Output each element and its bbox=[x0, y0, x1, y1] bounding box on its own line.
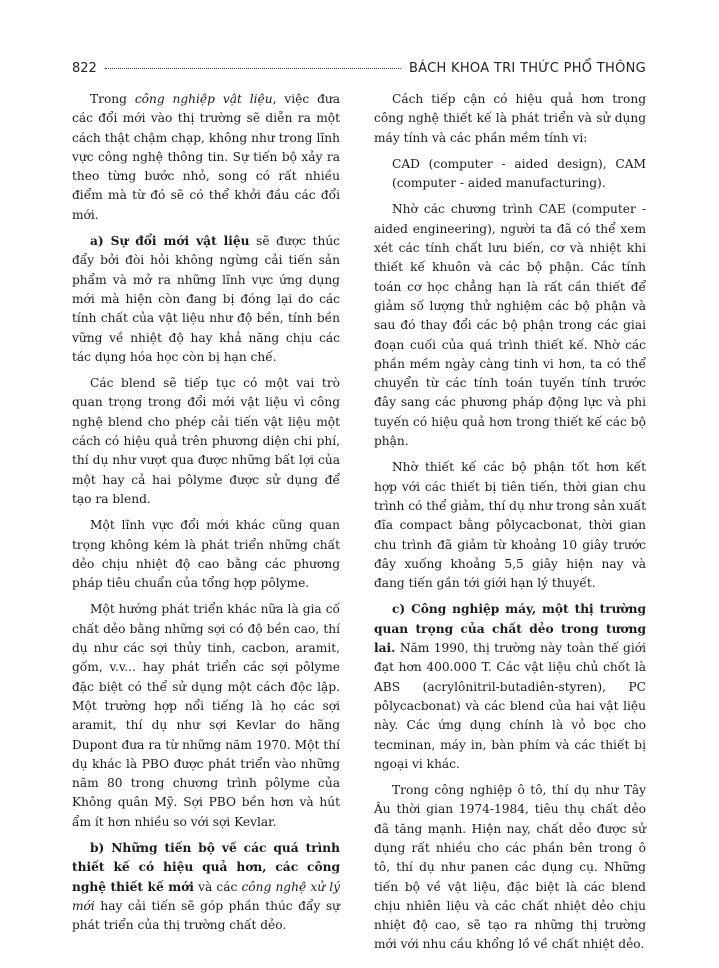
paragraph-section-a bbox=[72, 232, 340, 367]
right-column bbox=[374, 90, 646, 962]
paragraph-section-c bbox=[374, 600, 646, 774]
italic-term: công nghiệp vật liệu bbox=[134, 92, 273, 106]
paragraph-text: sẽ được thúc đẩy bởi đòi hỏi không ngừng cải tiến sản phẩm và mở ra những lĩnh vực ứng dụng mới mà hiện còn đang bị đóng lại do các tính chất của vật liệu như độ bền, tính bền vững về nhiệt độ hay khả năng chịu các tác dụng hóa học còn bị hạn chế. bbox=[72, 234, 340, 364]
left-column bbox=[72, 90, 340, 942]
paragraph-text: Trong bbox=[90, 92, 135, 106]
section-heading-c: c) Công nghiệp máy, một thị trường quan trọng của chất dẻo trong tương lai. bbox=[374, 602, 646, 656]
paragraph: Các blend sẽ tiếp tục có một vai trò quan trọng trong đổi mới vật liệu vì công nghệ blend cho phép cải tiến vật liệu một cách có hiệu quả trên phương diện chi phí, thí dụ như vượt qua được những bất lợi của một hay cả hai pôlyme được sử dụng để tạo ra blend. bbox=[72, 376, 340, 506]
paragraph: Một lĩnh vực đổi mới khác cũng quan trọng không kém là phát triển những chất dẻo chịu nhiệt độ cao bằng các phương pháp tiêu chuẩn của tổng hợp pôlyme. bbox=[72, 518, 340, 591]
paragraph-text: Năm 1990, thị trường này toàn thế giới đạt hơn 400.000 T. Các vật liệu chủ chốt là ABS (acrylônitril-butadiên-styren), PC pôlycacbonat) và các blend của hai vật liệu này. Các ứng dụng chính là vỏ bọc cho tecminan, máy in, bàn phím và các thiết bị ngoại vi khác. bbox=[374, 641, 646, 771]
paragraph: Trong công nghiệp ô tô, thí dụ như Tây Âu thời gian 1974-1984, tiêu thụ chất dẻo đã tăng mạnh. Hiện nay, chất dẻo được sử dụng rất nhiều cho các phần bên trong ô tô, thí dụ như panen các dụng cụ. Những tiến bộ về vật liệu, đặc biệt là các blend chịu nhiên liệu và các chất nhiệt dẻo chịu nhiệt độ cao, sẽ tạo ra những thị trường mới với nhu cầu khổng lồ về chất nhiệt dẻo. bbox=[374, 783, 646, 952]
paragraph-text: , việc đưa các đổi mới vào thị trường sẽ diễn ra một cách thật chậm chạp, không như trong lĩnh vực công nghệ thông tin. Sự tiến bộ xảy ra theo từng bước nhỏ, song có rất nhiều điểm mà từ đó sẽ có thể khởi đầu các đổi mới. bbox=[72, 92, 340, 222]
paragraph: Nhờ các chương trình CAE (computer - aided engineering), người ta đã có thể xem xét các tính chất lưu biến, cơ và nhiệt khi thiết kế khuôn và các bộ phận. Các tính toán cơ học chẳng hạn là rất cần thiết để giảm số lượng thử nghiệm các bộ phận và sau đó thay đổi các bộ phận trong các giai đoạn cuối của quá trình thiết kế. Nhờ các phần mềm ngày càng tinh vi hơn, ta có thể chuyển từ các tính toán tuyến tính trước đây sang các phương pháp động lực và phi tuyến có hiệu quả hơn trong thiết kế các bộ phận. bbox=[374, 202, 646, 449]
header-dotted-rule bbox=[105, 68, 401, 69]
paragraph: Một hướng phát triển khác nữa là gia cố chất dẻo bằng những sợi có độ bền cao, thí dụ như các sợi thủy tinh, cacbon, aramit, gốm, v.v... hay phát triển các sợi pôlyme đặc biệt có thể sử dụng một cách độc lập. Một trường hợp nổi tiếng là họ các sợi aramit, thí dụ như sợi Kevlar do hãng Dupont đưa ra từ những năm 1970. Một thí dụ khác là PBO được phát triển vào những năm 80 trong chương trình pôlyme của Không quân Mỹ. Sợi PBO bền hơn và hút ẩm ít hơn nhiều so với sợi Kevlar. bbox=[72, 602, 340, 829]
section-heading-b: b) Những tiến bộ về các quá trình thiết kế có hiệu quả hơn, các công nghệ thiết kế mới bbox=[72, 840, 340, 894]
paragraph: CAD (computer - aided design), CAM (computer - aided manufacturing). bbox=[392, 156, 646, 191]
paragraph: Nhờ thiết kế các bộ phận tốt hơn kết hợp với các thiết bị tiên tiến, thời gian chu trình có thể giảm, thí dụ như trong sản xuất đĩa compact bằng pôlycacbonat, thời gian chu trình đã giảm từ khoảng 10 giây trước đây xuống khoảng 5,5 giây hiện nay và đang tiến gần tới giới hạn lý thuyết. bbox=[374, 460, 647, 591]
italic-term: công nghệ xử lý mới bbox=[72, 879, 340, 913]
paragraph-text: hay cải tiến sẽ góp phần thúc đẩy sự phát triển của thị trường chất dẻo. bbox=[72, 898, 340, 933]
paragraph bbox=[72, 90, 340, 225]
paragraph-section-b bbox=[72, 839, 340, 935]
paragraph-text: và các bbox=[193, 879, 242, 894]
section-heading-a: a) Sự đổi mới vật liệu bbox=[90, 234, 250, 249]
paragraph: Cách tiếp cận có hiệu quả hơn trong công nghệ thiết kế là phát triển và sử dụng máy tính và các phần mềm tính vi: bbox=[374, 92, 646, 145]
running-header bbox=[72, 58, 646, 78]
book-title: BÁCH KHOA TRI THỨC PHỔ THÔNG bbox=[408, 60, 646, 76]
page-number: 822 bbox=[72, 60, 97, 76]
